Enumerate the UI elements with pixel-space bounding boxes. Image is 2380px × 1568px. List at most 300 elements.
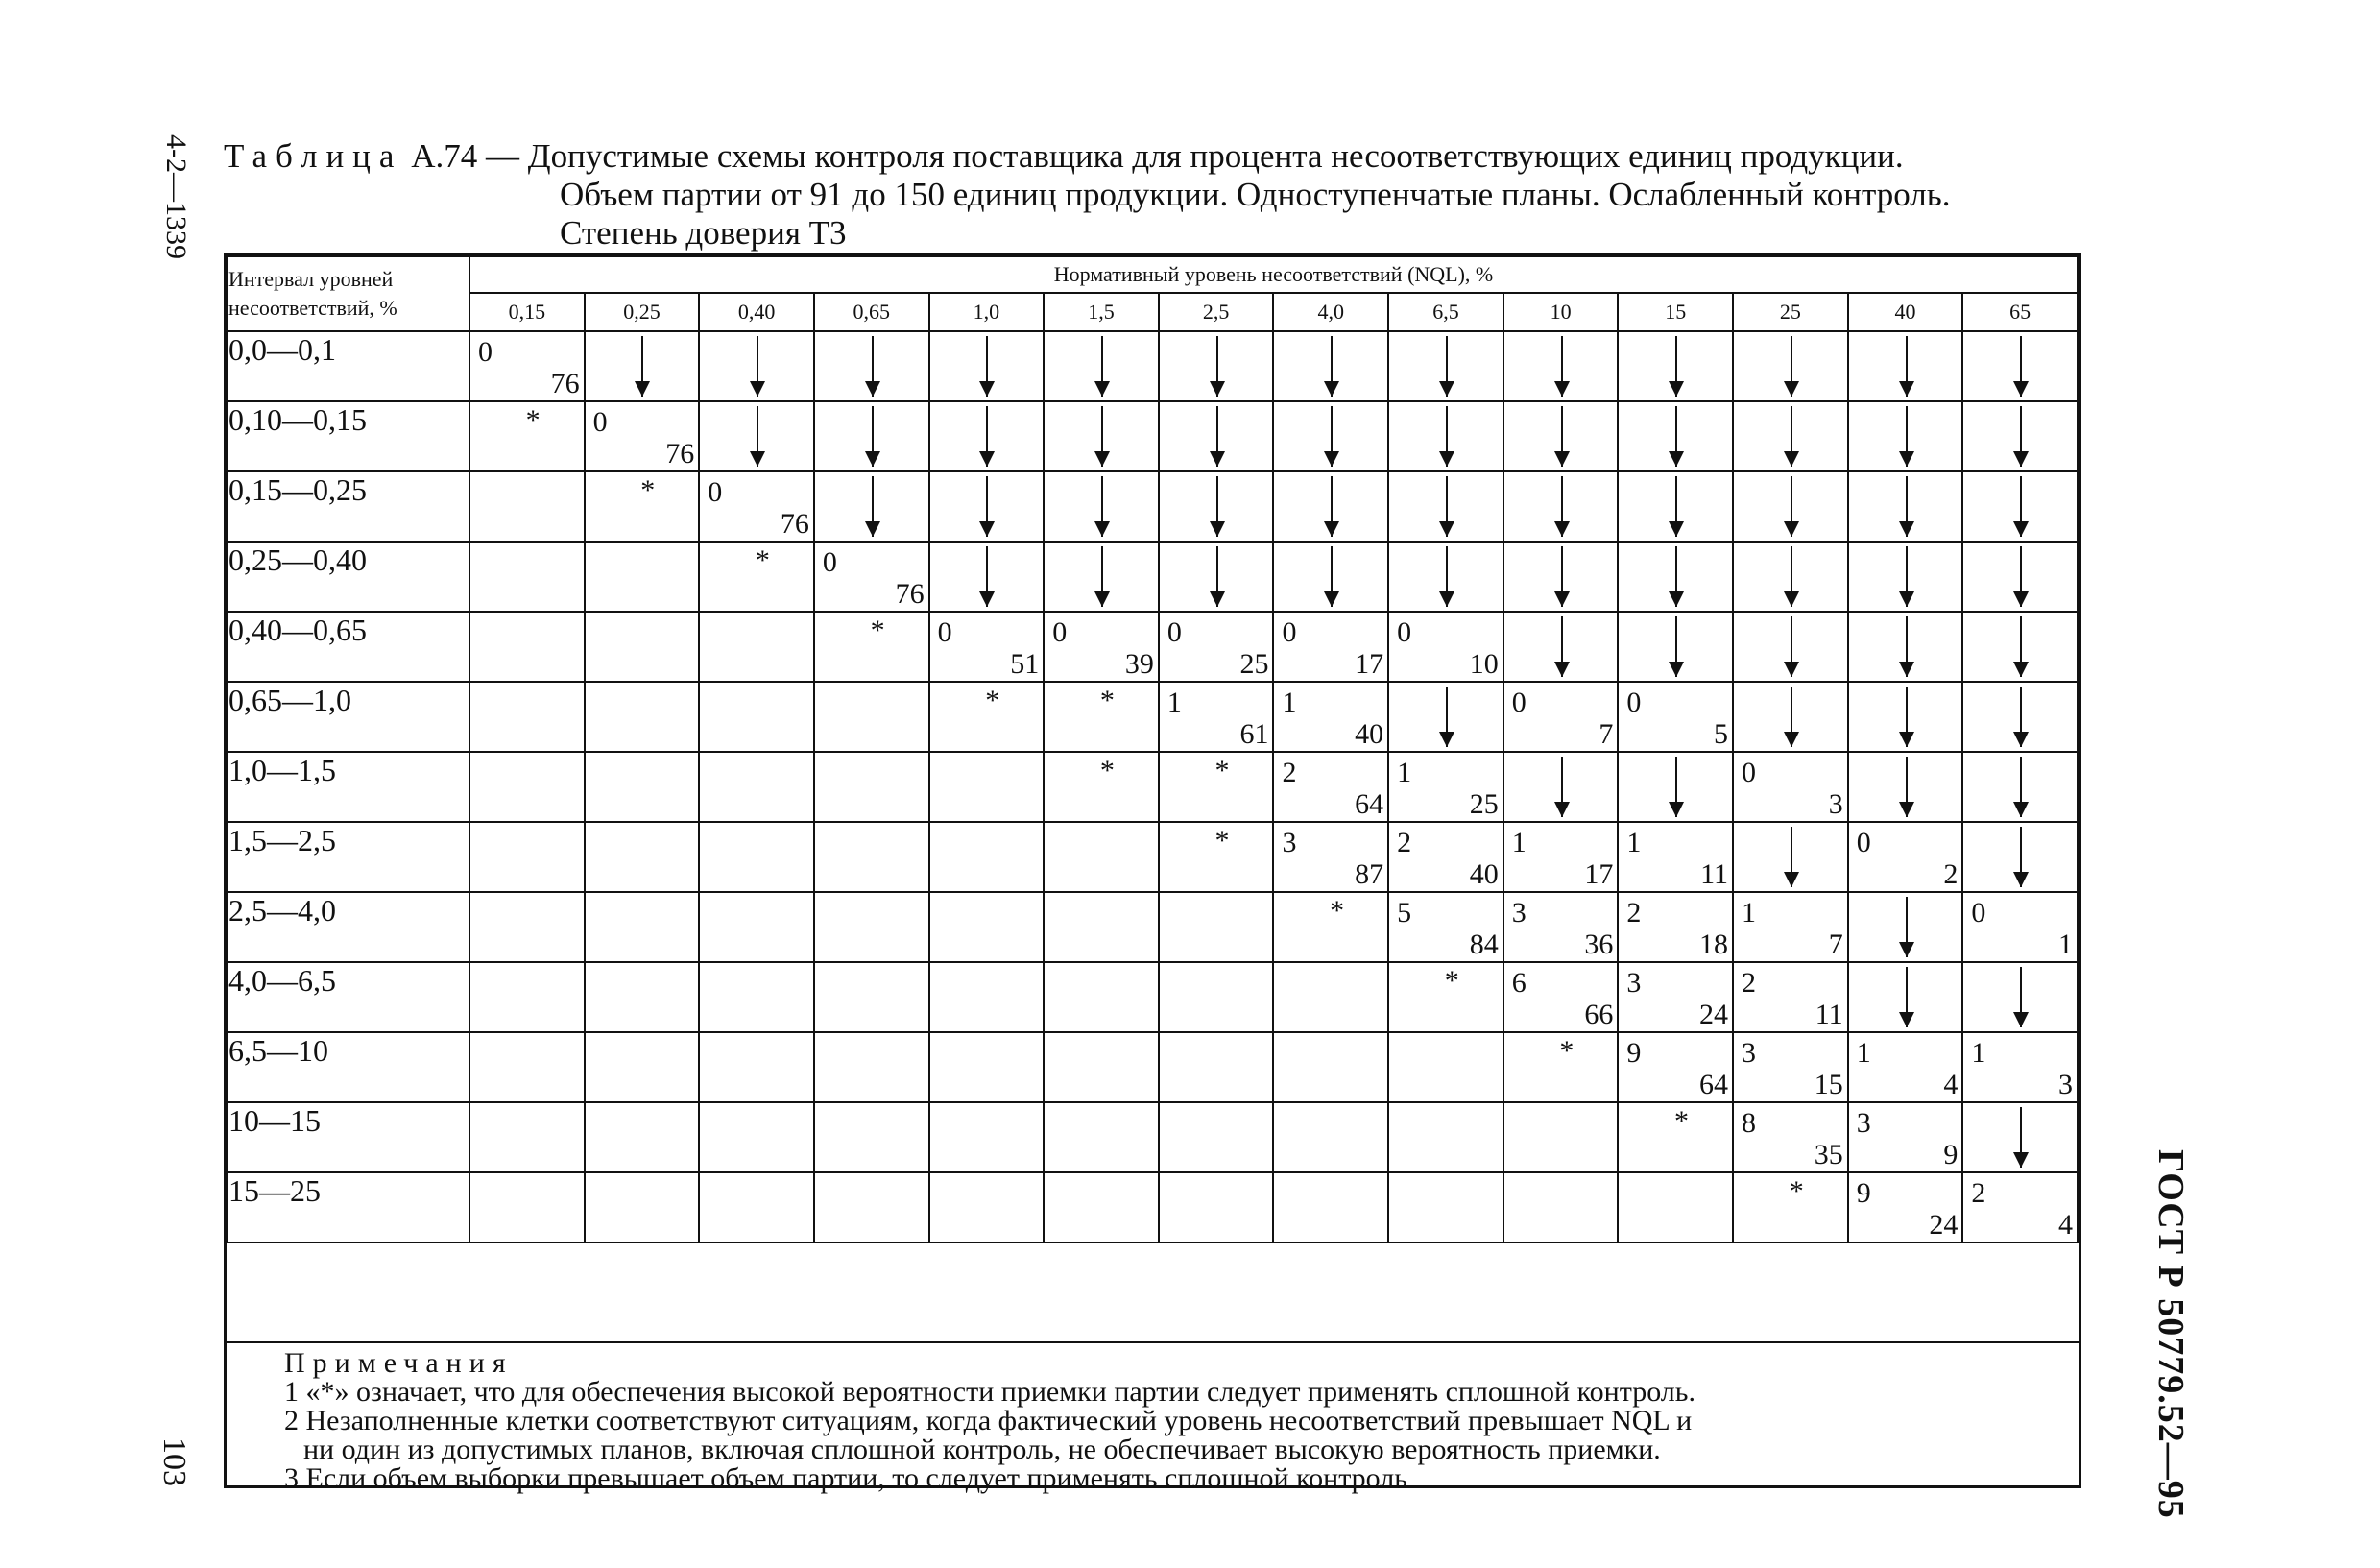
table-cell	[1503, 1102, 1619, 1172]
sample-size: 76	[550, 368, 580, 399]
table-cell	[1848, 331, 1963, 401]
down-arrow-icon	[1906, 687, 1908, 747]
down-arrow-icon	[1101, 546, 1103, 607]
table-cell	[929, 1172, 1045, 1242]
table-cell	[1388, 331, 1503, 401]
table-cell	[1733, 752, 1848, 822]
table-cell	[1159, 542, 1274, 612]
full-inspection-marker: *	[755, 544, 770, 576]
column-header: 4,0	[1273, 293, 1388, 331]
table-cell	[469, 822, 585, 892]
column-header: 15	[1618, 293, 1733, 331]
down-arrow-icon	[2020, 757, 2022, 817]
table-cell	[814, 892, 929, 962]
acceptance-number: 2	[1397, 827, 1412, 858]
acceptance-number: 0	[592, 406, 608, 438]
down-arrow-icon	[1675, 546, 1677, 607]
caption-label: Таблица	[224, 137, 403, 175]
down-arrow-icon	[1561, 546, 1563, 607]
down-arrow-icon	[1561, 476, 1563, 537]
table-cell	[1503, 682, 1619, 752]
acceptance-number: 3	[1511, 897, 1527, 929]
table-cell	[1848, 1032, 1963, 1102]
down-arrow-icon	[1446, 546, 1448, 607]
table-cell	[1962, 401, 2078, 471]
table-cell	[585, 1102, 700, 1172]
table-cell	[1044, 752, 1159, 822]
down-arrow-icon	[1791, 336, 1792, 397]
sample-size: 51	[1010, 648, 1040, 680]
table-cell	[814, 1102, 929, 1172]
sample-size: 40	[1469, 858, 1499, 890]
table-cell	[1733, 401, 1848, 471]
sample-size: 18	[1699, 929, 1729, 960]
down-arrow-icon	[1101, 336, 1103, 397]
table-cell	[1503, 962, 1619, 1032]
row-interval-label: 15—25	[228, 1172, 469, 1242]
sample-size: 15	[1814, 1069, 1843, 1100]
sample-size: 11	[1700, 858, 1729, 890]
table-cell	[1733, 331, 1848, 401]
acceptance-number: 1	[1742, 897, 1757, 929]
table-cell	[699, 1172, 814, 1242]
row-interval-label: 0,10—0,15	[228, 401, 469, 471]
down-arrow-icon	[1216, 406, 1218, 467]
table-cell	[814, 1172, 929, 1242]
acceptance-number: 0	[708, 476, 723, 508]
table-cell	[1388, 542, 1503, 612]
column-header: 25	[1733, 293, 1848, 331]
caption-line-3: Степень доверия Т3	[560, 214, 847, 252]
table-cell	[1044, 1032, 1159, 1102]
table-cell	[814, 1032, 929, 1102]
table-cell	[585, 1172, 700, 1242]
table-cell	[1503, 471, 1619, 542]
table-cell	[1503, 542, 1619, 612]
table-cell	[1618, 962, 1733, 1032]
table-cell	[469, 752, 585, 822]
sample-size: 10	[1469, 648, 1499, 680]
down-arrow-icon	[1906, 616, 1908, 677]
table-cell	[1273, 401, 1388, 471]
table-row	[228, 612, 2078, 682]
table-cell	[1044, 612, 1159, 682]
table-cell	[699, 822, 814, 892]
note-2a: 2 Незаполненные клетки соответствуют ситуациям, когда фактический уровень несоответствий превышает NQL и	[284, 1405, 1693, 1436]
table-cell	[1044, 331, 1159, 401]
table-cell	[699, 682, 814, 752]
down-arrow-icon	[1791, 546, 1792, 607]
row-interval-label: 0,65—1,0	[228, 682, 469, 752]
table-cell	[1388, 752, 1503, 822]
table-cell	[1733, 962, 1848, 1032]
table-cell	[1618, 1102, 1733, 1172]
column-header: 1,0	[929, 293, 1045, 331]
page-number: 103	[156, 1437, 192, 1486]
table-cell	[1044, 1172, 1159, 1242]
table-row	[228, 1032, 2078, 1102]
notes	[227, 1341, 2079, 1494]
table-cell	[585, 542, 700, 612]
table-cell	[1388, 471, 1503, 542]
note-1: 1 «*» означает, что для обеспечения высокой вероятности приемки партии следует применять сплошной контроль.	[284, 1376, 1695, 1408]
sample-size: 87	[1355, 858, 1384, 890]
table-cell	[1503, 331, 1619, 401]
down-arrow-icon	[1331, 476, 1333, 537]
table-cell	[1962, 892, 2078, 962]
sample-size: 25	[1239, 648, 1269, 680]
column-header: 0,40	[699, 293, 814, 331]
row-interval-label: 1,0—1,5	[228, 752, 469, 822]
table-cell	[1273, 752, 1388, 822]
table-cell	[929, 401, 1045, 471]
full-inspection-marker: *	[525, 404, 541, 436]
down-arrow-icon	[1675, 406, 1677, 467]
down-arrow-icon	[1561, 406, 1563, 467]
table-cell	[699, 542, 814, 612]
sample-size: 40	[1355, 718, 1384, 750]
table-cell	[1503, 822, 1619, 892]
table-cell	[585, 471, 700, 542]
table-cell	[1159, 962, 1274, 1032]
table-row	[228, 471, 2078, 542]
acceptance-number: 0	[1856, 827, 1871, 858]
sample-size: 64	[1699, 1069, 1729, 1100]
table-cell	[929, 471, 1045, 542]
down-arrow-icon	[1101, 406, 1103, 467]
down-arrow-icon	[1331, 546, 1333, 607]
table-cell	[1159, 401, 1274, 471]
table-cell	[1848, 1102, 1963, 1172]
acceptance-number: 0	[1166, 616, 1182, 648]
table-cell	[814, 682, 929, 752]
acceptance-number: 2	[1626, 897, 1642, 929]
notes-title: Примечания	[284, 1347, 514, 1379]
table-cell	[699, 612, 814, 682]
table-cell	[585, 962, 700, 1032]
down-arrow-icon	[757, 336, 758, 397]
table-cell	[1503, 401, 1619, 471]
acceptance-number: 2	[1971, 1177, 1986, 1209]
table-cell	[1962, 962, 2078, 1032]
down-arrow-icon	[1561, 336, 1563, 397]
down-arrow-icon	[986, 336, 988, 397]
down-arrow-icon	[2020, 546, 2022, 607]
full-inspection-marker: *	[1789, 1175, 1804, 1207]
row-interval-label: 0,15—0,25	[228, 471, 469, 542]
acceptance-number: 1	[1511, 827, 1527, 858]
table-cell	[1733, 892, 1848, 962]
table-cell	[1388, 1172, 1503, 1242]
sample-size: 76	[665, 438, 695, 470]
table-cell	[1962, 471, 2078, 542]
table-cell	[1503, 752, 1619, 822]
table-cell	[1962, 1102, 2078, 1172]
table-cell	[469, 401, 585, 471]
table-cell	[929, 962, 1045, 1032]
full-inspection-marker: *	[1214, 755, 1230, 786]
table-cell	[1159, 471, 1274, 542]
sample-size: 1	[2058, 929, 2073, 960]
table-cell	[1044, 682, 1159, 752]
table-cell	[1848, 892, 1963, 962]
table-cell	[1503, 1032, 1619, 1102]
table-cell	[1962, 822, 2078, 892]
row-interval-label: 4,0—6,5	[228, 962, 469, 1032]
down-arrow-icon	[872, 406, 874, 467]
caption-line-2: Объем партии от 91 до 150 единиц продукции. Одноступенчатые планы. Ослабленный контроль.	[560, 176, 1951, 213]
sample-size: 25	[1469, 788, 1499, 820]
table-cell	[1618, 542, 1733, 612]
table-caption	[224, 137, 1950, 253]
column-header: 1,5	[1044, 293, 1159, 331]
table-row	[228, 822, 2078, 892]
table-row	[228, 752, 2078, 822]
table-cell	[699, 401, 814, 471]
table-cell	[1848, 401, 1963, 471]
sample-size: 24	[1929, 1209, 1959, 1241]
down-arrow-icon	[2020, 967, 2022, 1027]
down-arrow-icon	[1675, 616, 1677, 677]
table-cell	[814, 331, 929, 401]
table-cell	[469, 962, 585, 1032]
table-cell	[929, 1102, 1045, 1172]
note-3: 3 Если объем выборки превышает объем партии, то следует применять сплошной контроль	[284, 1462, 1407, 1494]
table-cell	[1273, 1102, 1388, 1172]
down-arrow-icon	[1906, 336, 1908, 397]
table-cell	[1159, 752, 1274, 822]
acceptance-number: 1	[1971, 1037, 1986, 1069]
table-cell	[1388, 1032, 1503, 1102]
table-cell	[1962, 1172, 2078, 1242]
down-arrow-icon	[1216, 336, 1218, 397]
table-cell	[699, 471, 814, 542]
acceptance-number: 3	[1282, 827, 1297, 858]
acceptance-number: 9	[1626, 1037, 1642, 1069]
table-cell	[699, 1032, 814, 1102]
row-interval-label: 0,25—0,40	[228, 542, 469, 612]
column-header: 40	[1848, 293, 1963, 331]
table-cell	[1848, 471, 1963, 542]
table-cell	[1273, 1172, 1388, 1242]
down-arrow-icon	[1906, 476, 1908, 537]
table-cell	[1962, 331, 2078, 401]
table-cell	[1044, 471, 1159, 542]
table-cell	[1618, 1032, 1733, 1102]
down-arrow-icon	[1101, 476, 1103, 537]
table-cell	[699, 331, 814, 401]
table-cell	[1962, 1032, 2078, 1102]
down-arrow-icon	[2020, 827, 2022, 887]
column-header: 0,25	[585, 293, 700, 331]
table-cell	[814, 401, 929, 471]
sample-size: 4	[2058, 1209, 2073, 1241]
down-arrow-icon	[2020, 616, 2022, 677]
table-cell	[1044, 401, 1159, 471]
table-cell	[1159, 822, 1274, 892]
table-cell	[585, 612, 700, 682]
down-arrow-icon	[1791, 827, 1792, 887]
down-arrow-icon	[2020, 406, 2022, 467]
table-cell	[1159, 1102, 1274, 1172]
table-cell	[1159, 331, 1274, 401]
table-cell	[1618, 822, 1733, 892]
table-cell	[1962, 752, 2078, 822]
acceptance-table	[224, 253, 2081, 1494]
down-arrow-icon	[757, 406, 758, 467]
data-table	[227, 255, 2079, 1243]
table-cell	[1733, 612, 1848, 682]
table-cell	[1388, 1102, 1503, 1172]
down-arrow-icon	[1561, 616, 1563, 677]
table-cell	[1273, 682, 1388, 752]
table-cell	[1388, 822, 1503, 892]
acceptance-number: 0	[1626, 687, 1642, 718]
full-inspection-marker: *	[1674, 1105, 1690, 1137]
standard-designation: ГОСТ Р 50779.52—95	[2151, 1149, 2191, 1519]
down-arrow-icon	[1675, 757, 1677, 817]
table-cell	[1618, 401, 1733, 471]
acceptance-number: 0	[478, 336, 493, 368]
down-arrow-icon	[2020, 1107, 2022, 1168]
row-interval-label: 2,5—4,0	[228, 892, 469, 962]
table-cell	[1618, 331, 1733, 401]
full-inspection-marker: *	[1099, 755, 1115, 786]
full-inspection-marker: *	[1444, 965, 1459, 997]
table-cell	[1273, 331, 1388, 401]
table-cell	[469, 542, 585, 612]
table-cell	[929, 331, 1045, 401]
acceptance-number: 0	[1052, 616, 1068, 648]
full-inspection-marker: *	[1099, 685, 1115, 716]
table-cell	[1503, 892, 1619, 962]
down-arrow-icon	[1791, 616, 1792, 677]
table-cell	[585, 752, 700, 822]
table-cell	[1159, 682, 1274, 752]
corner-header: Интервал уровней несоответствий, %	[228, 256, 469, 331]
acceptance-number: 1	[1626, 827, 1642, 858]
table-cell	[929, 752, 1045, 822]
table-cell	[1273, 822, 1388, 892]
table-row	[228, 892, 2078, 962]
table-cell	[699, 962, 814, 1032]
row-interval-label: 0,40—0,65	[228, 612, 469, 682]
sample-size: 9	[1943, 1139, 1959, 1170]
down-arrow-icon	[1216, 546, 1218, 607]
acceptance-number: 0	[1397, 616, 1412, 648]
acceptance-number: 0	[822, 546, 837, 578]
down-arrow-icon	[1216, 476, 1218, 537]
sample-size: 7	[1828, 929, 1843, 960]
acceptance-number: 1	[1282, 687, 1297, 718]
nql-header: Нормативный уровень несоответствий (NQL), %	[469, 256, 2078, 293]
table-cell	[1273, 471, 1388, 542]
column-header: 0,65	[814, 293, 929, 331]
table-cell	[1618, 612, 1733, 682]
table-cell	[1159, 1172, 1274, 1242]
table-cell	[1388, 892, 1503, 962]
table-cell	[929, 892, 1045, 962]
sample-size: 17	[1355, 648, 1384, 680]
table-cell	[699, 1102, 814, 1172]
down-arrow-icon	[1906, 897, 1908, 957]
acceptance-number: 1	[1166, 687, 1182, 718]
table-row	[228, 331, 2078, 401]
table-cell	[814, 822, 929, 892]
table-cell	[585, 822, 700, 892]
table-cell	[1733, 542, 1848, 612]
down-arrow-icon	[1446, 406, 1448, 467]
table-cell	[699, 892, 814, 962]
row-interval-label: 6,5—10	[228, 1032, 469, 1102]
down-arrow-icon	[1791, 687, 1792, 747]
sample-size: 36	[1584, 929, 1614, 960]
table-cell	[1044, 822, 1159, 892]
table-cell	[1618, 682, 1733, 752]
full-inspection-marker: *	[640, 474, 656, 506]
sample-size: 11	[1815, 999, 1843, 1030]
down-arrow-icon	[2020, 336, 2022, 397]
row-interval-label: 10—15	[228, 1102, 469, 1172]
sample-size: 2	[1943, 858, 1959, 890]
table-cell	[469, 682, 585, 752]
table-row	[228, 401, 2078, 471]
column-header: 10	[1503, 293, 1619, 331]
table-cell	[1733, 822, 1848, 892]
down-arrow-icon	[1331, 336, 1333, 397]
table-cell	[585, 1032, 700, 1102]
acceptance-number: 2	[1742, 967, 1757, 999]
table-row	[228, 1102, 2078, 1172]
down-arrow-icon	[1446, 687, 1448, 747]
table-cell	[1159, 1032, 1274, 1102]
down-arrow-icon	[986, 546, 988, 607]
full-inspection-marker: *	[1330, 895, 1345, 927]
table-cell	[1962, 612, 2078, 682]
acceptance-number: 1	[1856, 1037, 1871, 1069]
table-cell	[1733, 1102, 1848, 1172]
down-arrow-icon	[1331, 406, 1333, 467]
down-arrow-icon	[1446, 336, 1448, 397]
table-cell	[469, 1172, 585, 1242]
table-cell	[1388, 401, 1503, 471]
table-cell	[1733, 1032, 1848, 1102]
down-arrow-icon	[986, 406, 988, 467]
table-cell	[1848, 612, 1963, 682]
down-arrow-icon	[1675, 336, 1677, 397]
table-cell	[1618, 892, 1733, 962]
table-cell	[1159, 892, 1274, 962]
table-cell	[1848, 542, 1963, 612]
sample-size: 17	[1584, 858, 1614, 890]
acceptance-number: 6	[1511, 967, 1527, 999]
column-header: 0,15	[469, 293, 585, 331]
table-cell	[1848, 682, 1963, 752]
table-cell	[469, 1032, 585, 1102]
table-cell	[1044, 542, 1159, 612]
sample-size: 3	[1828, 788, 1843, 820]
sample-size: 64	[1355, 788, 1384, 820]
table-cell	[1388, 962, 1503, 1032]
sample-size: 66	[1584, 999, 1614, 1030]
table-cell	[1044, 1102, 1159, 1172]
table-cell	[469, 612, 585, 682]
table-cell	[1273, 892, 1388, 962]
full-inspection-marker: *	[1214, 825, 1230, 856]
table-cell	[1618, 752, 1733, 822]
table-cell	[1273, 1032, 1388, 1102]
table-cell	[1962, 542, 2078, 612]
